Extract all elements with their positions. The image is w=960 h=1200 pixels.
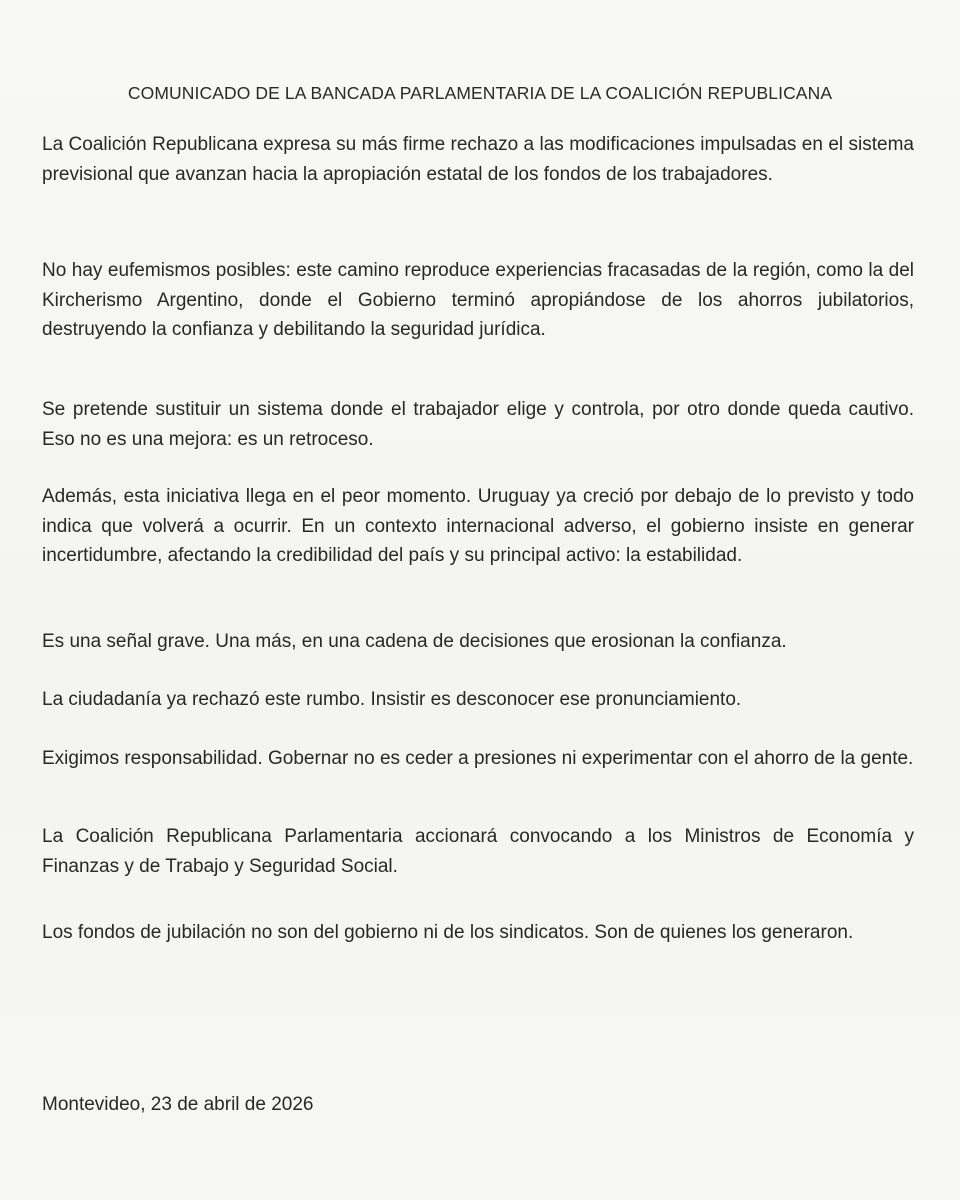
paragraph-senal-grave: Es una señal grave. Una más, en una cadena de decisiones que erosionan la confianza. (42, 631, 787, 652)
paragraph-rechazo: La Coalición Republicana expresa su más firme rechazo a las modificaciones impulsadas en el sistema previsional que avanzan hacia la apropiación estatal de los fondos de los trabajadores. (42, 134, 914, 185)
paragraph-responsabilidad: Exigimos responsabilidad. Gobernar no es ceder a presiones ni experimentar con el ahorro de la gente. (42, 748, 914, 769)
closing-date-line: Montevideo, 23 de abril de 2026 (42, 1094, 314, 1115)
paragraph-ciudadania: La ciudadanía ya rechazó este rumbo. Insistir es desconocer ese pronunciamiento. (42, 689, 742, 710)
paragraph-eufemismos: No hay eufemismos posibles: este camino reproduce experiencias fracasadas de la región, como la del Kircherismo Argentino, donde el Gobierno terminó apropiándose de los ahorros jubilatorios, destruyendo la confianza y debilitando la seguridad jurídica. (42, 260, 914, 340)
paragraph-iniciativa: Además, esta iniciativa llega en el peor momento. Uruguay ya creció por debajo de lo previsto y todo indica que volverá a ocurrir. En un contexto internacional adverso, el gobierno insiste en generar incertidumbre, afectando la credibilidad del país y su principal activo: la estabilidad. (42, 486, 914, 566)
paragraph-sustituir: Se pretende sustituir un sistema donde el trabajador elige y controla, por otro donde queda cautivo. Eso no es una mejora: es un retroceso. (42, 399, 914, 450)
paragraph-fondos: Los fondos de jubilación no son del gobierno ni de los sindicatos. Son de quienes los generaron. (42, 922, 854, 943)
document-title: COMUNICADO DE LA BANCADA PARLAMENTARIA DE LA COALICIÓN REPUBLICANA (127, 83, 833, 103)
paragraph-convocatoria: La Coalición Republicana Parlamentaria accionará convocando a los Ministros de Economía y Finanzas y de Trabajo y Seguridad Social. (42, 826, 914, 877)
